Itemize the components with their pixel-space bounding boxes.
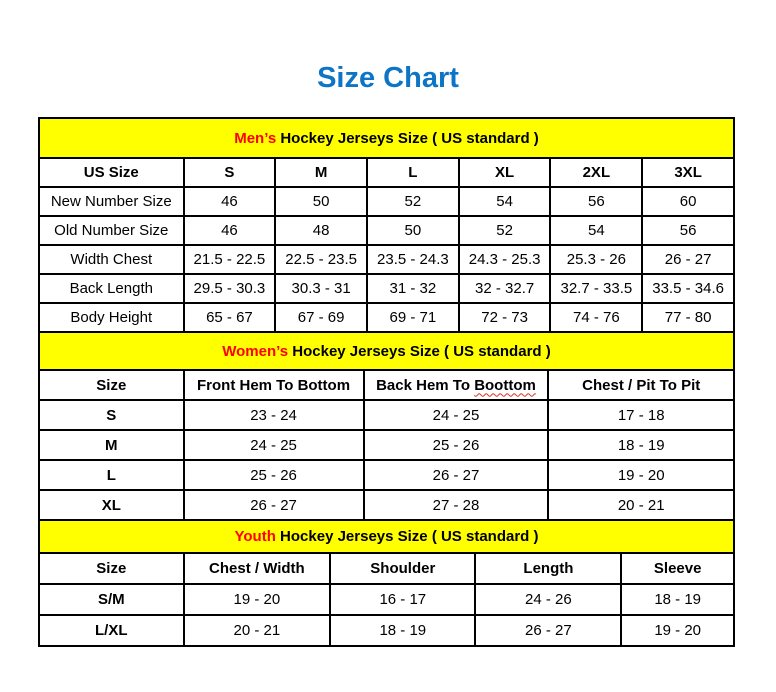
table-row xyxy=(39,490,734,520)
womens-section-title-rest: Hockey Jerseys Size ( US standard ) xyxy=(288,342,551,360)
mens-cell: 46 xyxy=(184,187,276,216)
mens-cell: 56 xyxy=(642,216,734,245)
womens-size-label: S xyxy=(39,400,184,430)
mens-row-label: Width Chest xyxy=(39,245,184,274)
womens-cell: 27 - 28 xyxy=(364,490,549,520)
womens-size-table xyxy=(38,331,735,521)
mens-header-row xyxy=(39,158,734,187)
womens-cell: 23 - 24 xyxy=(184,400,364,430)
womens-cell: 25 - 26 xyxy=(184,460,364,490)
womens-col-header: Front Hem To Bottom xyxy=(184,370,364,400)
youth-size-label: L/XL xyxy=(39,615,184,646)
mens-row-label: Old Number Size xyxy=(39,216,184,245)
youth-col-header: Size xyxy=(39,553,184,584)
womens-cell: 25 - 26 xyxy=(364,430,549,460)
womens-size-label: M xyxy=(39,430,184,460)
table-row xyxy=(39,274,734,303)
womens-cell: 24 - 25 xyxy=(184,430,364,460)
youth-size-label: S/M xyxy=(39,584,184,615)
mens-cell: 65 - 67 xyxy=(184,303,276,332)
mens-cell: 52 xyxy=(459,216,551,245)
youth-band-row xyxy=(39,520,734,553)
youth-section-title xyxy=(39,520,734,553)
mens-cell: 22.5 - 23.5 xyxy=(275,245,367,274)
mens-section-title-rest: Hockey Jerseys Size ( US standard ) xyxy=(276,129,539,147)
mens-cell: 50 xyxy=(367,216,459,245)
mens-cell: 32.7 - 33.5 xyxy=(550,274,642,303)
mens-col-header: US Size xyxy=(39,158,184,187)
youth-col-header: Shoulder xyxy=(330,553,475,584)
womens-header-row xyxy=(39,370,734,400)
mens-section-title-prefix: Men’s xyxy=(234,129,277,147)
mens-cell: 52 xyxy=(367,187,459,216)
mens-cell: 77 - 80 xyxy=(642,303,734,332)
womens-cell: 19 - 20 xyxy=(548,460,734,490)
youth-cell: 26 - 27 xyxy=(475,615,621,646)
youth-cell: 19 - 20 xyxy=(621,615,734,646)
mens-cell: 72 - 73 xyxy=(459,303,551,332)
womens-section-title xyxy=(39,332,734,370)
mens-cell: 48 xyxy=(275,216,367,245)
youth-header-row xyxy=(39,553,734,584)
page-title: Size Chart xyxy=(317,62,459,94)
misspelled-word-squiggle: Boottom xyxy=(474,376,536,394)
mens-cell: 32 - 32.7 xyxy=(459,274,551,303)
mens-cell: 33.5 - 34.6 xyxy=(642,274,734,303)
table-row xyxy=(39,187,734,216)
womens-col-header xyxy=(364,370,549,400)
table-row xyxy=(39,303,734,332)
womens-size-label: XL xyxy=(39,490,184,520)
mens-cell: 24.3 - 25.3 xyxy=(459,245,551,274)
youth-cell: 18 - 19 xyxy=(621,584,734,615)
womens-col-header: Chest / Pit To Pit xyxy=(548,370,734,400)
table-row xyxy=(39,245,734,274)
mens-cell: 69 - 71 xyxy=(367,303,459,332)
mens-cell: 46 xyxy=(184,216,276,245)
womens-col-header-back-hem: Back Hem To xyxy=(376,376,475,394)
womens-band-row xyxy=(39,332,734,370)
youth-cell: 24 - 26 xyxy=(475,584,621,615)
womens-col-header: Size xyxy=(39,370,184,400)
table-row xyxy=(39,584,734,615)
youth-col-header: Chest / Width xyxy=(184,553,331,584)
mens-cell: 60 xyxy=(642,187,734,216)
youth-cell: 20 - 21 xyxy=(184,615,331,646)
mens-cell: 29.5 - 30.3 xyxy=(184,274,276,303)
mens-cell: 50 xyxy=(275,187,367,216)
womens-cell: 24 - 25 xyxy=(364,400,549,430)
table-row xyxy=(39,400,734,430)
youth-section-title-prefix: Youth xyxy=(234,528,276,545)
mens-size-table xyxy=(38,117,735,333)
mens-col-header: 2XL xyxy=(550,158,642,187)
mens-band-row xyxy=(39,118,734,158)
mens-cell: 21.5 - 22.5 xyxy=(184,245,276,274)
womens-cell: 18 - 19 xyxy=(548,430,734,460)
youth-cell: 19 - 20 xyxy=(184,584,331,615)
mens-row-label: Body Height xyxy=(39,303,184,332)
mens-row-label: New Number Size xyxy=(39,187,184,216)
mens-cell: 25.3 - 26 xyxy=(550,245,642,274)
table-row xyxy=(39,615,734,646)
mens-cell: 54 xyxy=(459,187,551,216)
womens-section-title-prefix: Women’s xyxy=(222,342,289,360)
womens-cell: 20 - 21 xyxy=(548,490,734,520)
youth-col-header: Length xyxy=(475,553,621,584)
womens-cell: 17 - 18 xyxy=(548,400,734,430)
mens-cell: 67 - 69 xyxy=(275,303,367,332)
womens-cell: 26 - 27 xyxy=(364,460,549,490)
youth-col-header: Sleeve xyxy=(621,553,734,584)
table-row xyxy=(39,460,734,490)
mens-col-header: M xyxy=(275,158,367,187)
mens-col-header: XL xyxy=(459,158,551,187)
mens-cell: 30.3 - 31 xyxy=(275,274,367,303)
mens-section-title xyxy=(39,118,734,158)
mens-col-header: S xyxy=(184,158,276,187)
size-chart-container xyxy=(38,117,735,647)
womens-size-label: L xyxy=(39,460,184,490)
mens-cell: 23.5 - 24.3 xyxy=(367,245,459,274)
mens-cell: 74 - 76 xyxy=(550,303,642,332)
table-row xyxy=(39,216,734,245)
mens-cell: 26 - 27 xyxy=(642,245,734,274)
mens-col-header: L xyxy=(367,158,459,187)
mens-cell: 54 xyxy=(550,216,642,245)
youth-cell: 18 - 19 xyxy=(330,615,475,646)
mens-cell: 31 - 32 xyxy=(367,274,459,303)
womens-cell: 26 - 27 xyxy=(184,490,364,520)
youth-cell: 16 - 17 xyxy=(330,584,475,615)
youth-size-table xyxy=(38,519,735,647)
mens-row-label: Back Length xyxy=(39,274,184,303)
table-row xyxy=(39,430,734,460)
mens-col-header: 3XL xyxy=(642,158,734,187)
youth-section-title-rest: Hockey Jerseys Size ( US standard ) xyxy=(275,528,539,545)
mens-cell: 56 xyxy=(550,187,642,216)
